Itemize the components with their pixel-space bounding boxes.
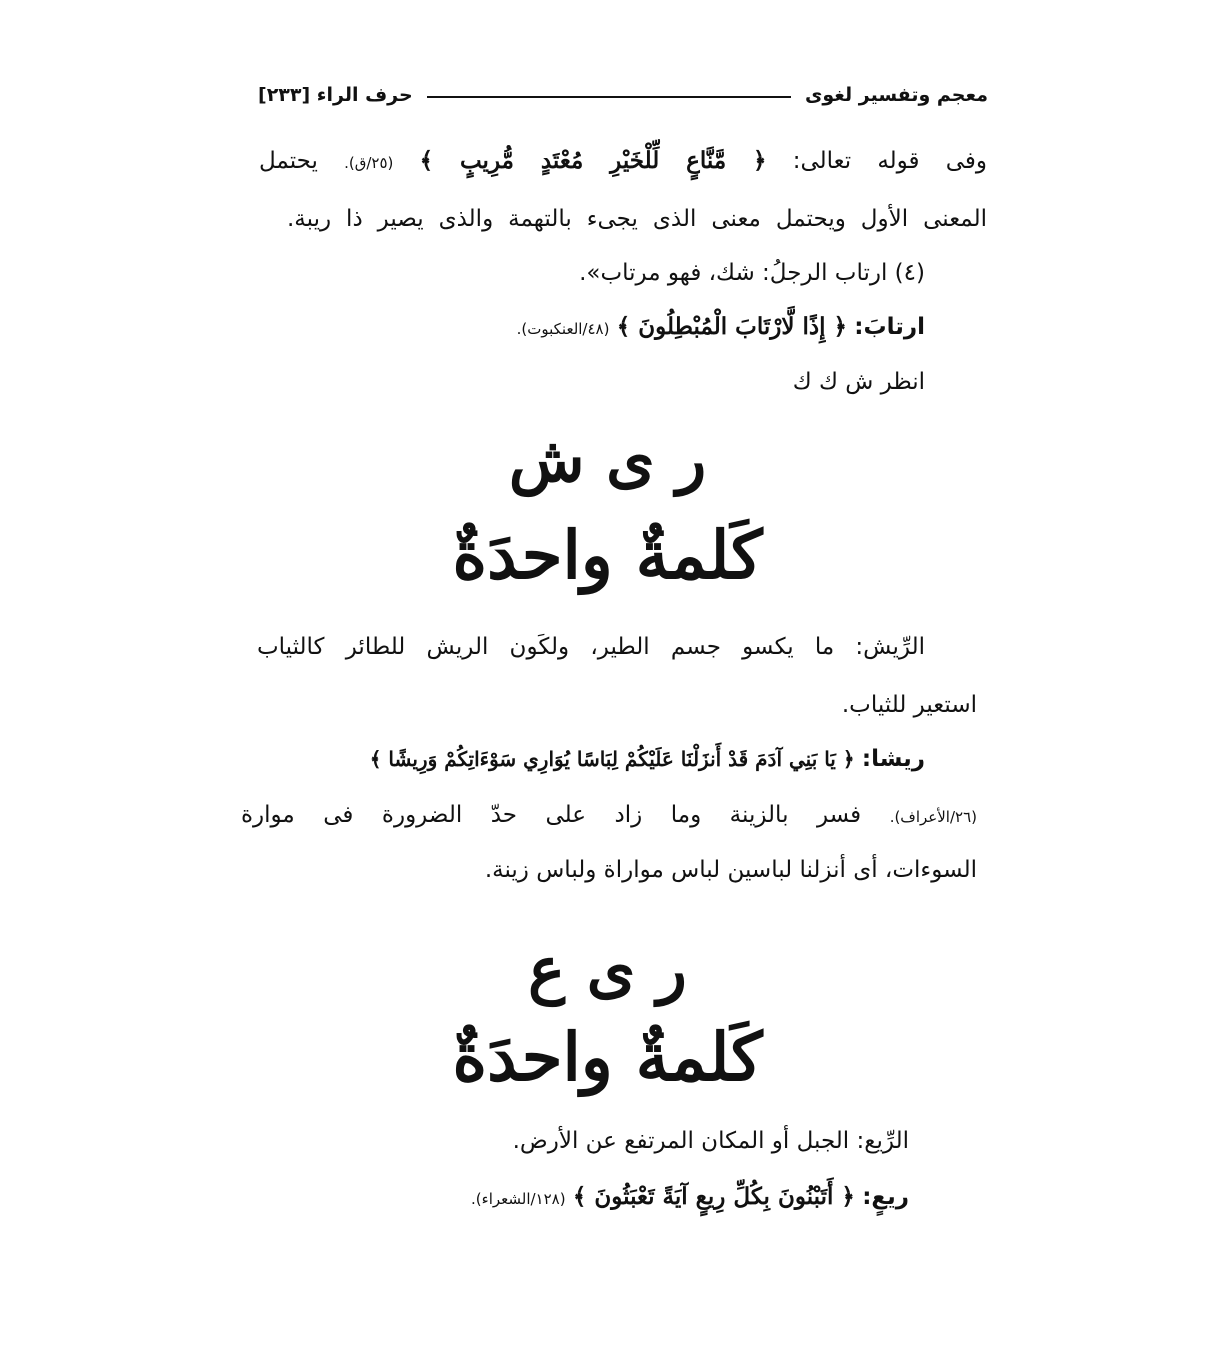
page-number: [٢٣٣]: [258, 84, 311, 106]
book-title: معجم وتفسير لغوى: [804, 84, 988, 106]
verse-ref-ankabut: (٤٨/العنكبوت).: [516, 320, 610, 338]
rysh-line-4: [241, 800, 977, 832]
root-subtitle-rysh: كَلمةٌ واحدَةٌ: [452, 516, 763, 594]
root-heading-rysh: ر ى ش: [508, 423, 707, 496]
rysh-line-2: استعير للثياب.: [841, 692, 977, 718]
rysh-line-3: [257, 744, 925, 774]
ryʿ-line-1: الرِّيع: الجبل أو المكان المرتفع عن الأرض.: [512, 1128, 909, 1154]
verse-qaf: ﴿ مَّنَّاعٍ لِّلْخَيْرِ مُعْتَدٍ مُّرِيبٍ ﴾: [419, 147, 767, 174]
verse-shuara: ﴿ أَتَبْنُونَ بِكُلِّ رِيعٍ آيَةً تَعْبَثُونَ ﴾: [572, 1183, 855, 1210]
verse-ankabut: ﴿ إِذًا لَّارْتَابَ الْمُبْطِلُونَ ﴾: [616, 313, 847, 340]
header-rule: [427, 96, 791, 98]
section-label: [258, 84, 413, 106]
rysh-line-5: السوءات، أى أنزلنا لباسين لباس مواراة ولباس زينة.: [484, 857, 977, 883]
verse-araf: ﴿ يَا بَنِي آدَمَ قَدْ أَنزَلْنَا عَلَيْكُمْ لِبَاسًا يُوَارِي سَوْءَاتِكُمْ وَرِيشًا ﴾: [369, 747, 855, 771]
entry-line-1: [259, 146, 987, 178]
rysh-explanation: فسر بالزينة وما زاد على حدّ الضرورة فى موارة: [241, 802, 862, 828]
root-subtitle-ryʿ: كَلمةٌ واحدَةٌ: [452, 1018, 763, 1096]
rysh-line-1: الرِّيش: ما يكسو جسم الطير، ولكَون الريش للطائر كالثياب: [257, 634, 925, 660]
headword-riʿ: ريعٍ:: [862, 1184, 909, 1210]
headword-risha: ريشا:: [861, 746, 925, 772]
ryʿ-line-2: [471, 1182, 909, 1214]
entry-intro: وفى قوله تعالى:: [792, 148, 988, 174]
entry-line-4: [517, 312, 925, 344]
verse-ref-shuara: (١٢٨/الشعراء).: [471, 1190, 566, 1208]
cross-reference: انظر ش ك ك: [792, 369, 925, 395]
entry-line-2: المعنى الأول ويحتمل معنى الذى يجىء بالتهمة والذى يصير ذا ريبة.: [287, 206, 987, 232]
verse-ref-araf: (٢٦/الأعراف).: [889, 808, 978, 826]
root-heading-ryʿ: ر ى ع: [528, 933, 687, 1006]
entry-line-3: (٤) ارتاب الرجلُ: شك، فهو مرتاب».: [579, 260, 925, 286]
page-header: [258, 78, 988, 112]
headword-irtaba: ارتابَ:: [854, 314, 925, 340]
verse-ref-qaf: (٢٥/ق).: [344, 154, 394, 172]
entry-tail: يحتمل: [259, 148, 318, 174]
section-name: حرف الراء: [316, 84, 413, 106]
